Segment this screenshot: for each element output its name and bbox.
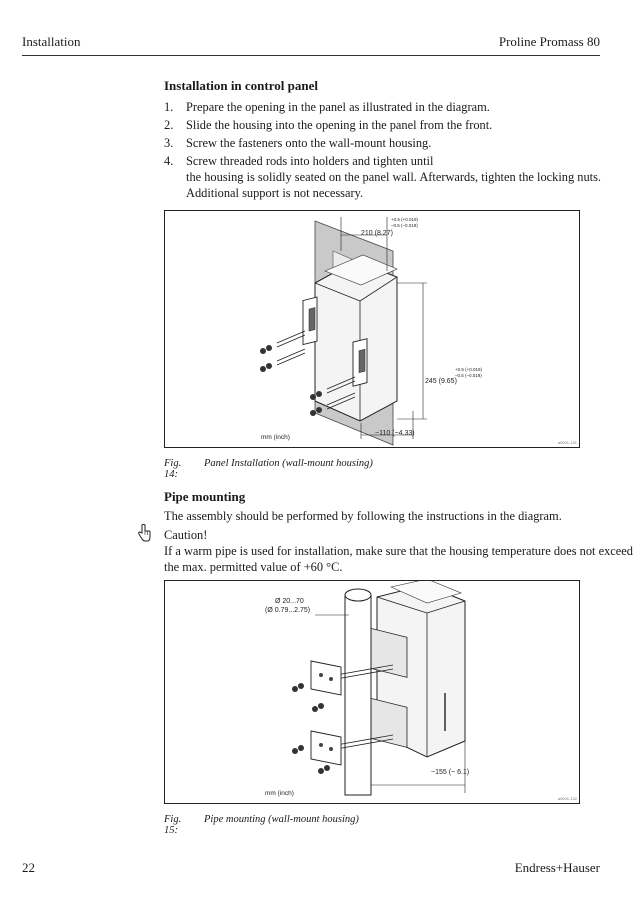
header-section-title: Installation bbox=[22, 34, 81, 49]
figure-pipe-mounting bbox=[164, 580, 580, 804]
section-title-pipe: Pipe mounting bbox=[164, 489, 246, 504]
pipe-diameter-label: Ø 20...70 bbox=[275, 598, 304, 605]
step-text-line: the housing is solidly seated on the panel wall. Afterwards, tighten the locking nuts. bbox=[186, 170, 602, 184]
caption-number: Fig. 14: bbox=[164, 458, 182, 480]
clamp-plate-lower bbox=[311, 731, 341, 765]
dimension-depth-label: ~110 (~4.33) bbox=[375, 430, 415, 437]
figure-panel-installation bbox=[164, 210, 580, 448]
page-number: 22 bbox=[22, 860, 35, 875]
dimension-width-label: 210 (8.27) bbox=[361, 230, 393, 237]
figure-code: a0001-131 bbox=[557, 440, 577, 445]
units-label: mm (inch) bbox=[261, 434, 290, 441]
pipe bbox=[345, 595, 371, 795]
step-text: Prepare the opening in the panel as illustrated in the diagram. bbox=[186, 100, 490, 114]
fastener-upper bbox=[303, 297, 317, 344]
dimension-height-tolerance-minus: –0.5 (–0.019) bbox=[455, 373, 482, 378]
locking-nuts bbox=[260, 345, 322, 416]
header-product-name: Proline Promass 80 bbox=[498, 34, 600, 49]
dimension-height-label: 245 (9.65) bbox=[425, 378, 457, 385]
step-text bbox=[186, 153, 606, 201]
caption-text: Panel Installation (wall-mount housing) bbox=[204, 458, 373, 469]
step-text-line: Screw threaded rods into holders and tighten until bbox=[186, 154, 434, 168]
caution-title: Caution! bbox=[164, 528, 208, 542]
caution-block bbox=[164, 527, 633, 575]
dimension-height-tolerance-plus: +0.5 (+0.019) bbox=[455, 367, 483, 372]
pipe-diameter-inch-label: (Ø 0.79...2.75) bbox=[265, 607, 311, 614]
step-number: 2. bbox=[164, 118, 174, 132]
pipe-mounting-drawing bbox=[165, 581, 579, 803]
panel-installation-drawing bbox=[165, 211, 579, 447]
step-number: 4. bbox=[164, 154, 174, 168]
step-text: Slide the housing into the opening in the panel from the front. bbox=[186, 118, 493, 132]
dimension-width-tolerance-minus: –0.5 (–0.019) bbox=[391, 223, 418, 228]
caution-text-line: the max. permitted value of +60 °C. bbox=[164, 560, 343, 574]
step-text-line: Additional support is not necessary. bbox=[186, 186, 364, 200]
caution-text-line: If a warm pipe is used for installation, make sure that the housing temperature does not exceed bbox=[164, 544, 633, 558]
dimension-width-tolerance-plus: +0.5 (+0.019) bbox=[391, 217, 419, 222]
dimension-height bbox=[397, 283, 427, 419]
footer-brand: Endress+Hauser bbox=[514, 860, 600, 875]
pipe-intro: The assembly should be performed by following the instructions in the diagram. bbox=[164, 509, 562, 523]
step-number: 3. bbox=[164, 136, 174, 150]
header-rule bbox=[22, 55, 600, 56]
dimension-depth-label: ~155 (~ 6.1) bbox=[431, 769, 470, 776]
pointing-hand-icon bbox=[137, 524, 151, 547]
clamp-plate-upper bbox=[311, 661, 341, 695]
step-text: Screw the fasteners onto the wall-mount housing. bbox=[186, 136, 432, 150]
caption-text: Pipe mounting (wall-mount housing) bbox=[204, 814, 359, 825]
units-label: mm (inch) bbox=[265, 790, 294, 797]
figure-code: a0001-132 bbox=[557, 796, 577, 801]
section-title-panel: Installation in control panel bbox=[164, 78, 318, 93]
fastener-lower bbox=[353, 339, 367, 386]
step-number: 1. bbox=[164, 100, 174, 114]
caption-number: Fig. 15: bbox=[164, 814, 182, 836]
